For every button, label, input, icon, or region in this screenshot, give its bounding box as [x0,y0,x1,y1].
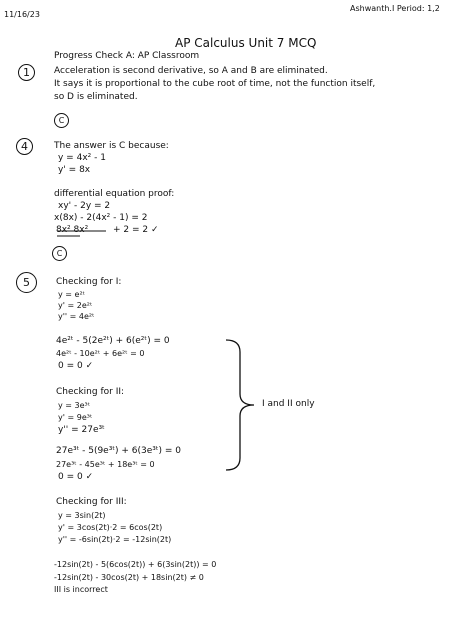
q1-line-3: so D is eliminated. [54,92,138,102]
q4-proof-line-2: x(8x) - 2(4x² - 1) = 2 [54,213,148,223]
q1-line-2: It says it is proportional to the cube root of time, not the function itself, [54,79,376,89]
q5-part2-title: Checking for II: [56,387,125,397]
q5-part1-def-1: y = e²ᵗ [58,290,86,299]
question-number-5: 5 [16,272,37,293]
q5-part3-work-1: -12sin(2t) - 5(6cos(2t)) + 6(3sin(2t)) = 0 [54,560,217,569]
q5-part3-work-3: III is incorrect [54,585,108,594]
q1-answer-circle: C [54,113,69,128]
date-label: 11/16/23 [4,10,40,19]
q5-part2-work-1: 27e³ᵗ - 5(9e³ᵗ) + 6(3e³ᵗ) = 0 [56,446,182,456]
q1-line-1: Acceleration is second derivative, so A and B are eliminated. [54,66,328,76]
q5-part2-def-3: y'' = 27e³ᵗ [58,425,105,435]
q5-part1-def-3: y'' = 4e²ᵗ [58,312,95,321]
q4-given-2: y' = 8x [58,165,91,175]
q5-part3-def-1: y = 3sin(2t) [58,511,106,520]
q5-part2-def-2: y' = 9e³ᵗ [58,413,93,422]
q5-part1-title: Checking for I: [56,277,122,287]
q4-final-rest: + 2 = 2 ✓ [113,225,159,235]
q4-answer-circle: C [52,246,67,261]
name-period-label: Ashwanth.I Period: 1,2 [350,4,440,13]
q5-part3-def-3: y'' = -6sin(2t)·2 = -12sin(2t) [58,535,172,544]
q5-part3-title: Checking for III: [56,497,127,507]
q4-given-1: y = 4x² - 1 [58,153,106,163]
q5-part1-work-1: 4e²ᵗ - 5(2e²ᵗ) + 6(e²ᵗ) = 0 [56,336,170,346]
q5-part2-work-2: 27e³ᵗ - 45e³ᵗ + 18e³ᵗ = 0 [56,460,155,469]
question-number-1: 1 [18,64,35,81]
q4-proof-title: differential equation proof: [54,189,175,199]
q4-final-struck: 8x² 8x² [56,225,89,235]
q5-part1-def-2: y' = 2e²ᵗ [58,301,93,310]
q5-part2-work-3: 0 = 0 ✓ [58,472,94,482]
q5-part2-def-1: y = 3e³ᵗ [58,401,91,410]
q4-intro: The answer is C because: [54,141,169,151]
q5-part1-work-2: 4e²ᵗ - 10e²ᵗ + 6e²ᵗ = 0 [56,349,145,358]
question-number-4: 4 [16,138,33,155]
q5-part3-def-2: y' = 3cos(2t)·2 = 6cos(2t) [58,523,163,532]
q4-proof-line-1: xy' - 2y = 2 [58,201,111,211]
q5-conclusion: I and II only [262,399,315,409]
q5-part3-work-2: -12sin(2t) - 30cos(2t) + 18sin(2t) ≠ 0 [54,573,204,582]
page-title: AP Calculus Unit 7 MCQ [175,36,317,50]
right-brace [226,340,254,470]
subtitle: Progress Check A: AP Classroom [54,51,200,61]
q5-part1-work-3: 0 = 0 ✓ [58,361,94,371]
